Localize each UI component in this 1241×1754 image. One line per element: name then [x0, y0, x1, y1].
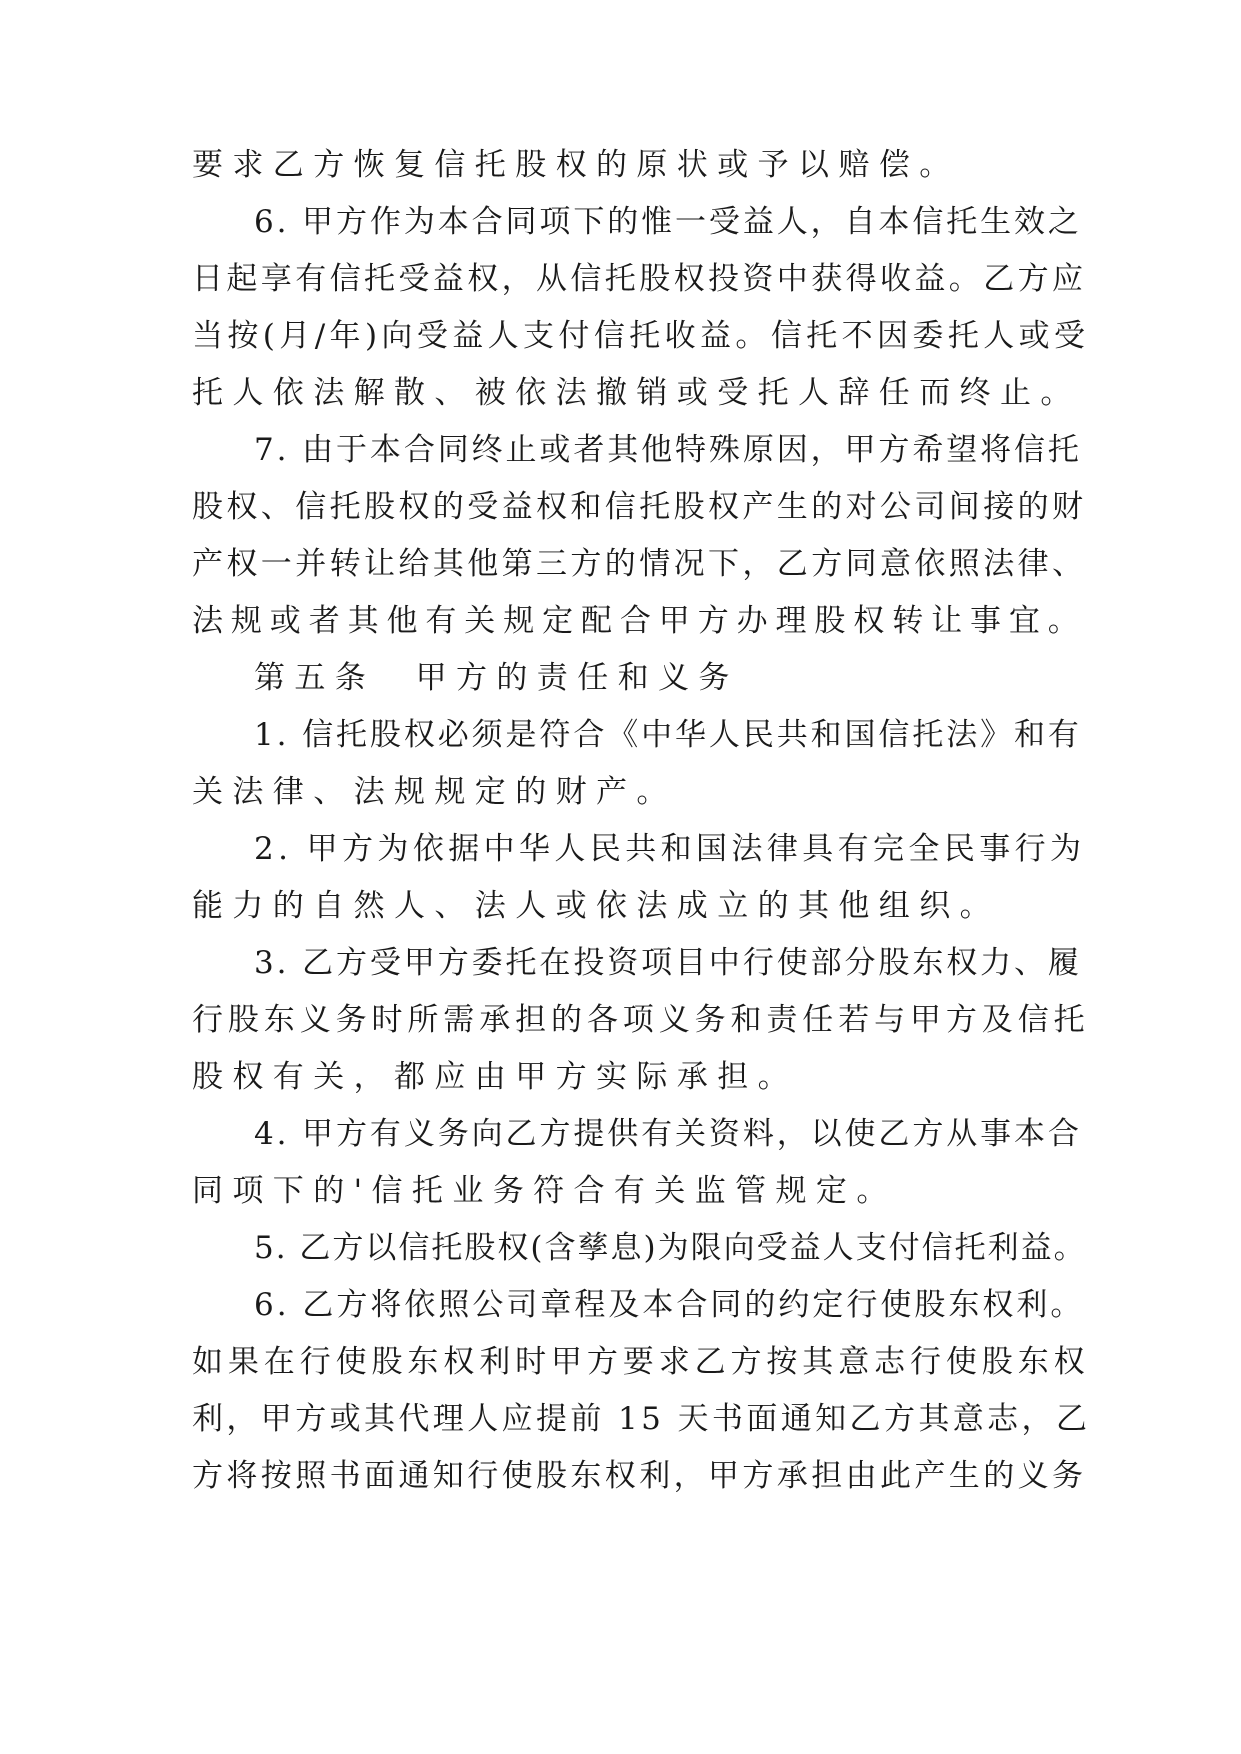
text-line: 2. 甲方为依据中华人民共和国法律具有完全民事行为 [254, 831, 1086, 867]
text-line: 5. 乙方以信托股权(含孳息)为限向受益人支付信托利益。 [254, 1230, 1087, 1266]
text-line: 行股东义务时所需承担的各项义务和责任若与甲方及信托 [192, 1002, 1090, 1038]
text-line: 利，甲方或其代理人应提前 15 天书面通知乙方其意志，乙 [192, 1401, 1091, 1437]
text-line: 产权一并转让给其他第三方的情况下，乙方同意依照法律、 [192, 546, 1087, 582]
text-line: 1. 信托股权必须是符合《中华人民共和国信托法》和有 [254, 717, 1082, 753]
text-line: 日起享有信托受益权，从信托股权投资中获得收益。乙方应 [192, 261, 1087, 297]
text-line: 6. 甲方作为本合同项下的惟一受益人，自本信托生效之 [254, 204, 1082, 240]
section-heading: 第五条 甲方的责任和义务 [254, 660, 739, 696]
text-line: 4. 甲方有义务向乙方提供有关资料，以使乙方从事本合 [254, 1116, 1082, 1152]
text-line: 同项下的'信托业务符合有关监管规定。 [192, 1173, 897, 1209]
text-line: 股权有关，都应由甲方实际承担。 [192, 1059, 798, 1095]
text-line: 6. 乙方将依照公司章程及本合同的约定行使股东权利。 [254, 1287, 1085, 1323]
text-line: 7. 由于本合同终止或者其他特殊原因，甲方希望将信托 [254, 432, 1082, 468]
text-line: 能力的自然人、法人或依法成立的其他组织。 [192, 888, 1000, 924]
text-line: 方将按照书面通知行使股东权利，甲方承担由此产生的义务 [192, 1458, 1087, 1494]
text-line: 托人依法解散、被依法撤销或受托人辞任而终止。 [192, 375, 1081, 411]
text-line: 关法律、法规规定的财产。 [192, 774, 677, 810]
text-line: 3. 乙方受甲方委托在投资项目中行使部分股东权力、履 [254, 945, 1082, 981]
text-line: 股权、信托股权的受益权和信托股权产生的对公司间接的财 [192, 489, 1087, 525]
text-line: 当按(月/年)向受益人支付信托收益。信托不因委托人或受 [192, 318, 1090, 354]
text-line: 如果在行使股东权利时甲方要求乙方按其意志行使股东权 [192, 1344, 1090, 1380]
text-line: 要求乙方恢复信托股权的原状或予以赔偿。 [192, 147, 960, 183]
text-line: 法规或者其他有关规定配合甲方办理股权转让事宜。 [192, 603, 1087, 639]
